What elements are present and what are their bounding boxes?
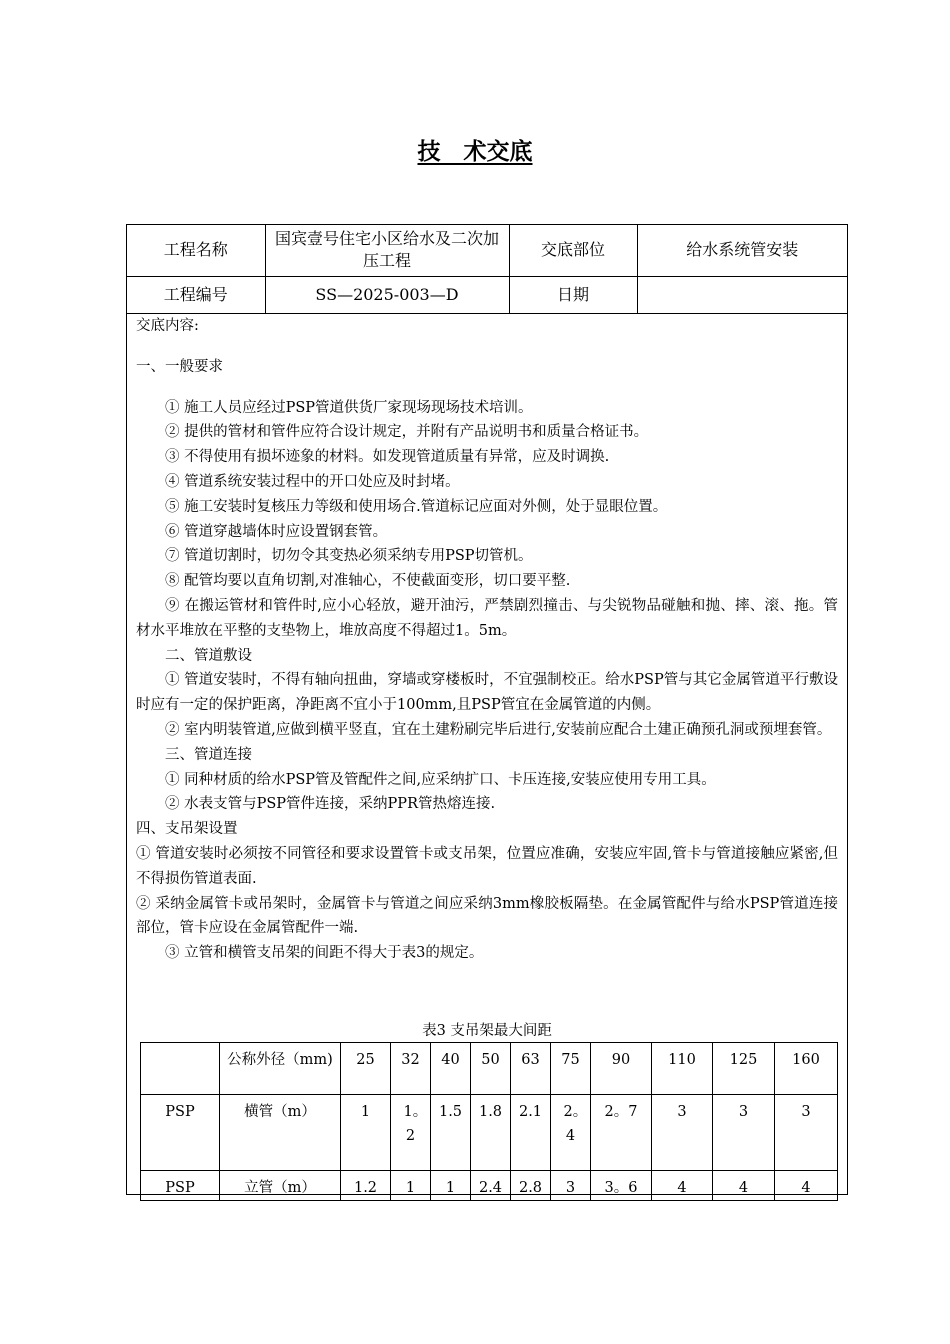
value-cell: 4 bbox=[775, 1171, 838, 1201]
table-row bbox=[141, 1095, 838, 1171]
value-cell: 4 bbox=[652, 1171, 713, 1201]
value-cell: 1 bbox=[391, 1171, 431, 1201]
value-cell: 3 bbox=[652, 1095, 713, 1171]
list-item: ② 水表支管与PSP管件连接，采纳PPR管热熔连接. bbox=[165, 796, 496, 813]
value-cell: 1.8 bbox=[471, 1095, 511, 1171]
diameter-cell: 160 bbox=[775, 1043, 838, 1095]
list-item: ① 同种材质的给水PSP管及管配件之间,应采纳扩口、卡压连接,安装应使用专用工具。 bbox=[165, 771, 716, 788]
value-cell: 1.5 bbox=[431, 1095, 471, 1171]
value-cell: 3。6 bbox=[591, 1171, 652, 1201]
content-label: 交底内容: bbox=[136, 318, 199, 334]
list-item: ④ 管道系统安装过程中的开口处应及时封堵。 bbox=[165, 473, 460, 490]
list-item: ⑨ 在搬运管材和管件时,应小心轻放，避开油污，严禁剧烈撞击、与尖锐物品碰触和抛、摔、滚、拖。管材水平堆放在平整的支垫物上，堆放高度不得超过1。5m。 bbox=[136, 597, 838, 639]
section-1-title: 一、一般要求 bbox=[136, 358, 223, 375]
list-item: ⑦ 管道切割时，切勿令其变热必须采纳专用PSP切管机。 bbox=[165, 548, 533, 565]
pipe-type-cell: 立管（m） bbox=[220, 1171, 341, 1201]
date-label: 日期 bbox=[509, 276, 637, 313]
value-cell: 2。4 bbox=[551, 1095, 591, 1171]
diameter-cell: 50 bbox=[471, 1043, 511, 1095]
value-cell: 2.4 bbox=[471, 1171, 511, 1201]
project-name-label: 工程名称 bbox=[127, 225, 265, 276]
list-item: ③ 不得使用有损坏迹象的材料。如发现管道质量有异常，应及时调换. bbox=[165, 449, 610, 466]
diameter-cell: 25 bbox=[341, 1043, 391, 1095]
section-4-title: 四、支吊架设置 bbox=[136, 821, 238, 838]
support-spacing-table bbox=[140, 1042, 838, 1201]
diameter-cell: 110 bbox=[652, 1043, 713, 1095]
pipe-type-cell: 横管（m） bbox=[220, 1095, 341, 1171]
project-no-value: SS—2025-003—D bbox=[265, 276, 509, 313]
document-title: 技 术交底 bbox=[417, 138, 533, 165]
value-cell: 4 bbox=[713, 1171, 775, 1201]
value-cell: 1 bbox=[431, 1171, 471, 1201]
list-item: ② 采纳金属管卡或吊架时，金属管卡与管道之间应采纳3mm橡胶板隔垫。在金属管配件与给水PSP管道连接部位，管卡应设在金属管配件一端. bbox=[136, 895, 838, 937]
list-item: ③ 立管和横管支吊架的间距不得大于表3的规定。 bbox=[165, 945, 484, 962]
table-caption: 表3 支吊架最大间距 bbox=[422, 1023, 552, 1039]
table-header-row bbox=[141, 1043, 838, 1095]
section-2-title: 二、管道敷设 bbox=[165, 647, 252, 664]
list-item: ① 管道安装时，不得有轴向扭曲，穿墙或穿楼板时，不宜强制校正。给水PSP管与其它金属管道平行敷设时应有一定的保护距离，净距离不宜小于100mm,且PSP管宜在金属管道的内侧。 bbox=[136, 672, 838, 714]
value-cell: 2.1 bbox=[511, 1095, 551, 1171]
material-cell: PSP bbox=[141, 1095, 220, 1171]
diameter-cell: 90 bbox=[591, 1043, 652, 1095]
diameter-cell: 40 bbox=[431, 1043, 471, 1095]
diameter-cell: 75 bbox=[551, 1043, 591, 1095]
value-cell: 1.2 bbox=[341, 1171, 391, 1201]
value-cell: 3 bbox=[775, 1095, 838, 1171]
diameter-cell: 125 bbox=[713, 1043, 775, 1095]
value-cell: 2。7 bbox=[591, 1095, 652, 1171]
header-table bbox=[127, 225, 847, 314]
handover-part-label: 交底部位 bbox=[509, 225, 637, 276]
value-cell: 1。2 bbox=[391, 1095, 431, 1171]
handover-part-value: 给水系统管安装 bbox=[637, 225, 847, 276]
list-item: ⑤ 施工安装时复核压力等级和使用场合.管道标记应面对外侧，处于显眼位置。 bbox=[165, 498, 668, 515]
handover-content bbox=[136, 314, 838, 966]
table-cell bbox=[141, 1043, 220, 1095]
project-no-label: 工程编号 bbox=[127, 276, 265, 313]
date-value bbox=[637, 276, 847, 313]
list-item: ① 施工人员应经过PSP管道供货厂家现场现场技术培训。 bbox=[165, 399, 533, 416]
diameter-cell: 63 bbox=[511, 1043, 551, 1095]
list-item: ② 提供的管材和管件应符合设计规定，并附有产品说明书和质量合格证书。 bbox=[165, 424, 649, 441]
value-cell: 3 bbox=[713, 1095, 775, 1171]
list-item: ② 室内明装管道,应做到横平竖直，宜在土建粉刷完毕后进行,安装前应配合土建正确预孔洞或预埋套管。 bbox=[165, 721, 832, 738]
project-name-value: 国宾壹号住宅小区给水及二次加压工程 bbox=[265, 225, 509, 276]
value-cell: 2.8 bbox=[511, 1171, 551, 1201]
material-cell: PSP bbox=[141, 1171, 220, 1201]
list-item: ⑧ 配管均要以直角切割,对准轴心，不使截面变形，切口要平整. bbox=[165, 573, 571, 590]
diameter-header: 公称外径（mm) bbox=[220, 1043, 341, 1095]
list-item: ⑥ 管道穿越墙体时应设置钢套管。 bbox=[165, 523, 388, 540]
section-3-title: 三、管道连接 bbox=[165, 746, 252, 763]
table-row bbox=[141, 1171, 838, 1201]
list-item: ① 管道安装时必须按不同管径和要求设置管卡或支吊架，位置应准确，安装应牢固,管卡与管道接触应紧密,但不得损伤管道表面. bbox=[136, 845, 838, 887]
value-cell: 3 bbox=[551, 1171, 591, 1201]
value-cell: 1 bbox=[341, 1095, 391, 1171]
diameter-cell: 32 bbox=[391, 1043, 431, 1095]
handover-form bbox=[126, 224, 848, 1195]
